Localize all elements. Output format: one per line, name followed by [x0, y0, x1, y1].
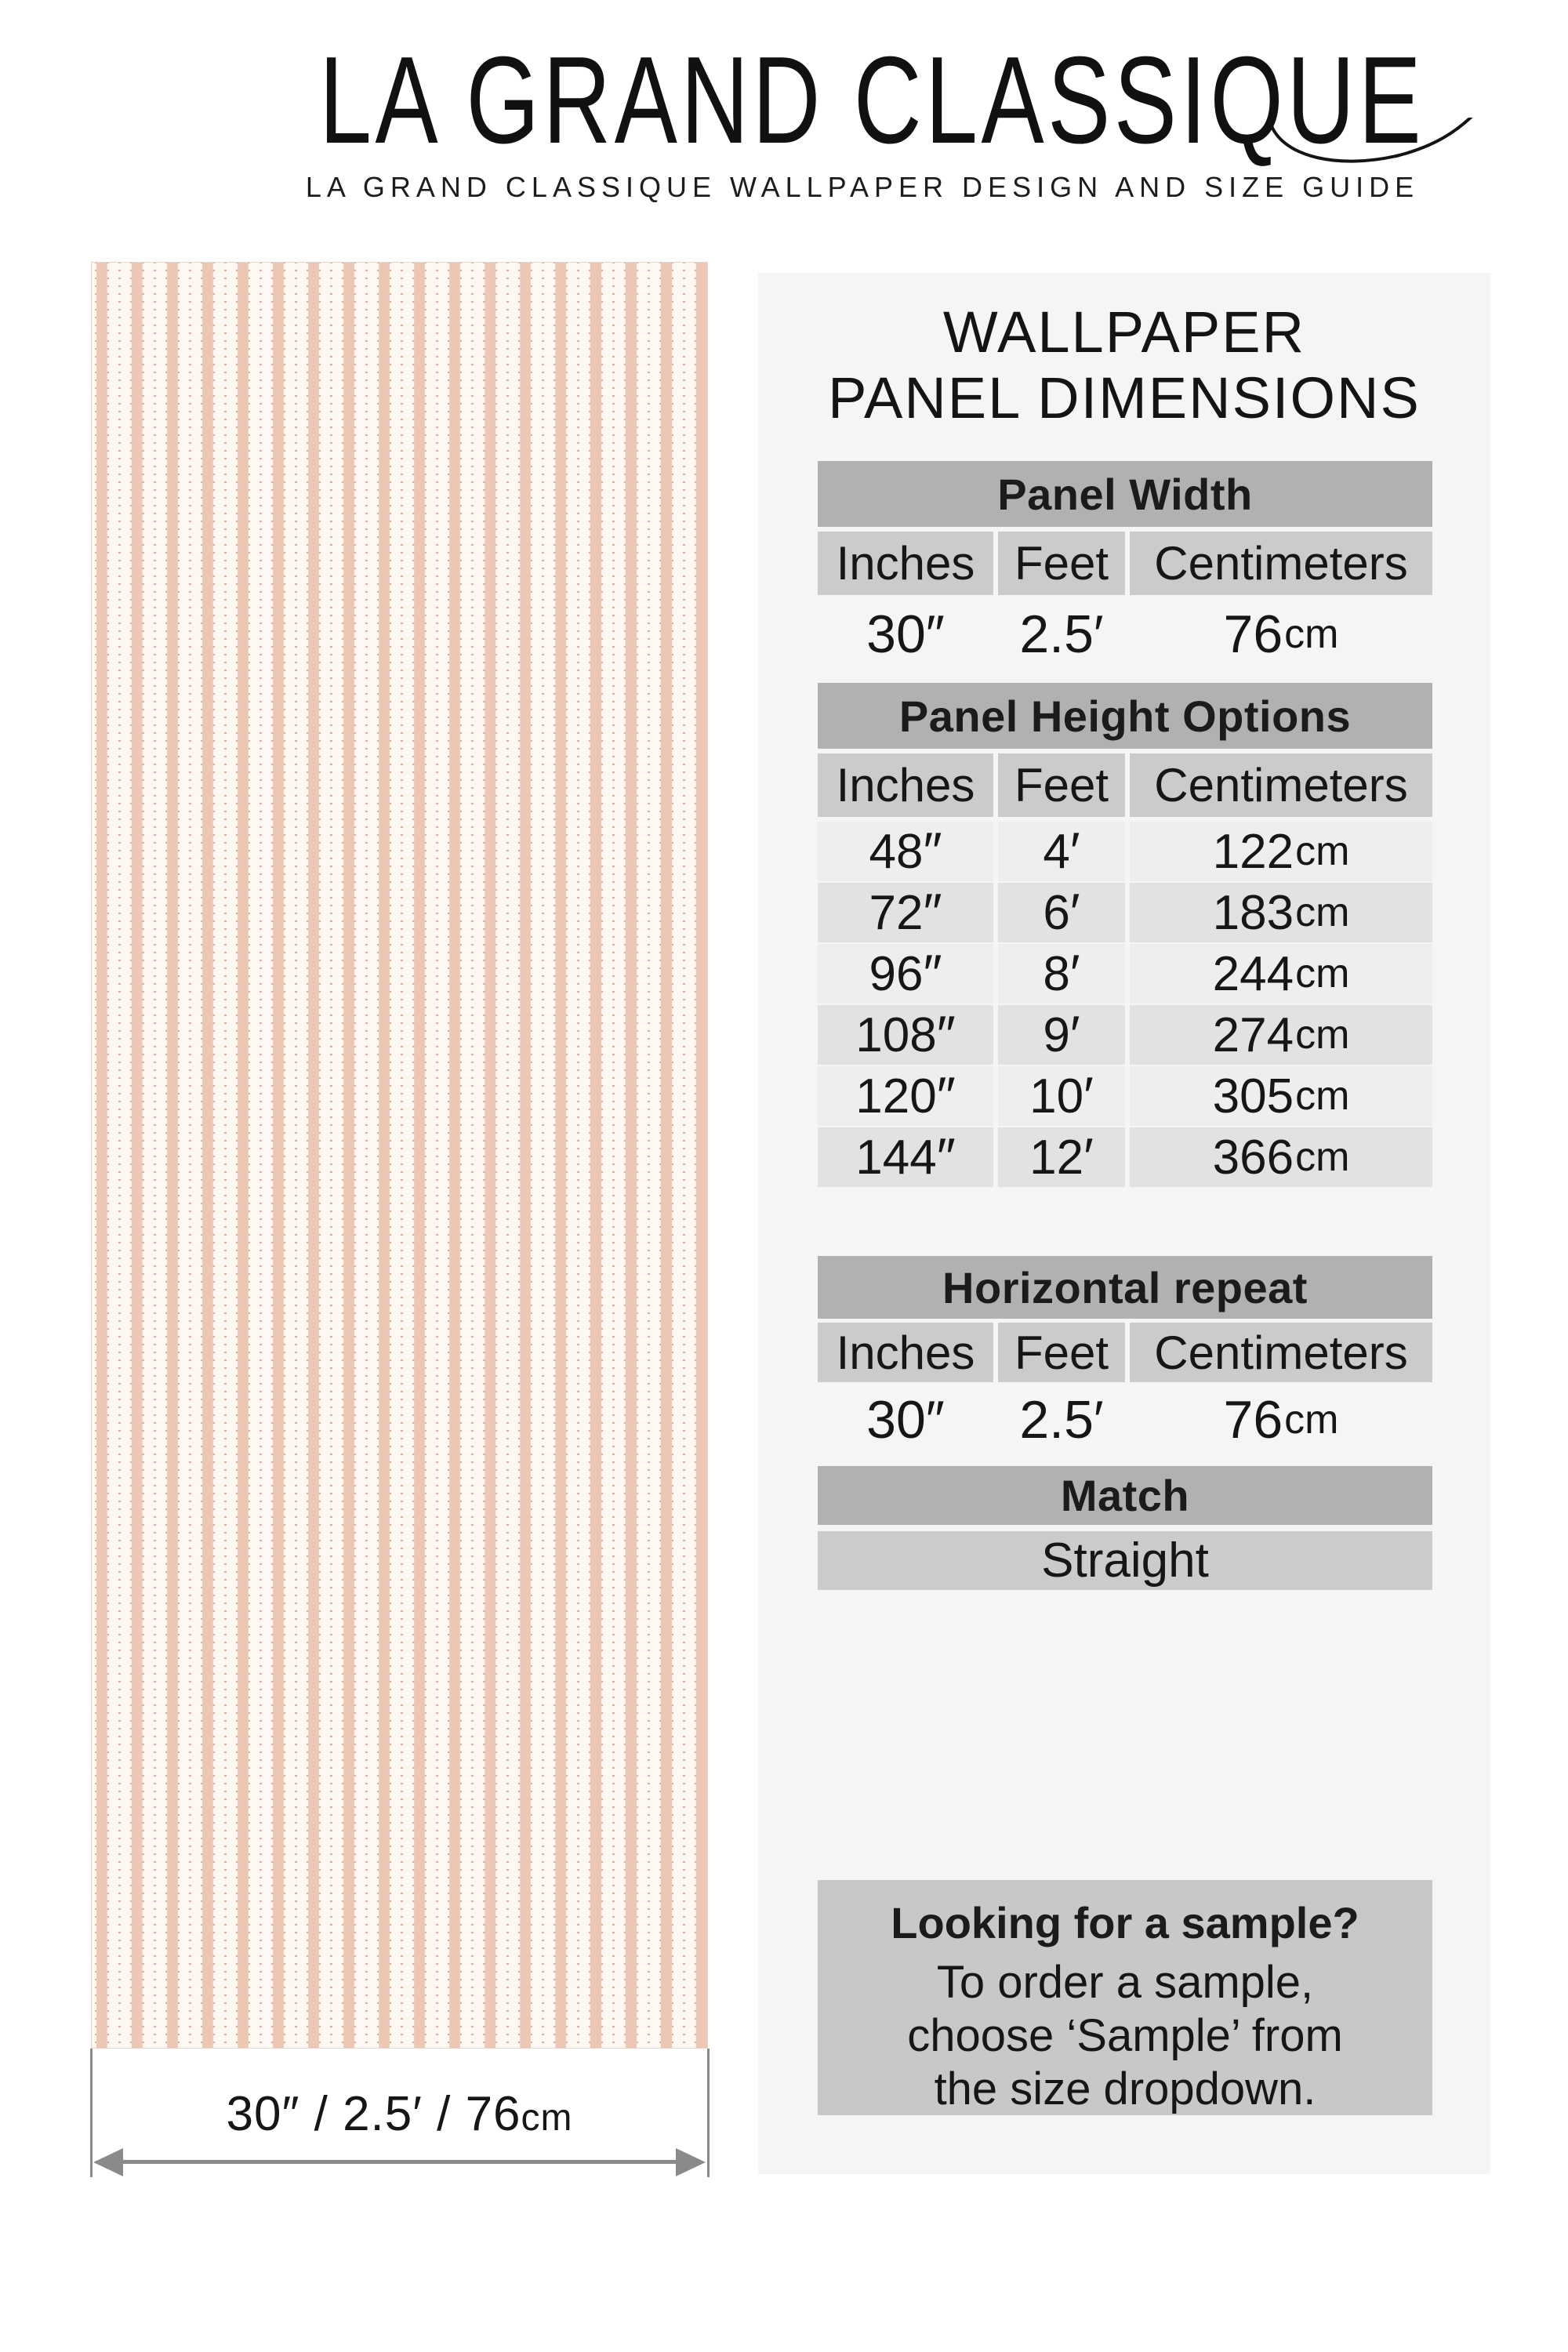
- table-row: [818, 944, 1432, 1004]
- repeat-inches: 30 ″: [866, 1389, 945, 1450]
- height-centimeters: 274 cm: [1130, 1005, 1432, 1065]
- sample-box-line: choose ‘Sample’ from: [907, 2010, 1343, 2061]
- height-centimeters: 366 cm: [1130, 1127, 1432, 1187]
- horizontal-repeat-values: [818, 1382, 1432, 1457]
- height-centimeters: 183 cm: [1130, 883, 1432, 942]
- unit-header-feet: Feet: [998, 1323, 1125, 1382]
- sample-box-line: the size dropdown.: [934, 2063, 1316, 2114]
- height-inches: 108 ″: [818, 1005, 993, 1065]
- panel-width-inches: 30 ″: [866, 604, 945, 664]
- unit-header-centimeters: Centimeters: [1130, 532, 1432, 595]
- dimension-arrow-line: [99, 2160, 700, 2164]
- height-centimeters: 305 cm: [1130, 1066, 1432, 1126]
- horizontal-repeat-header: Horizontal repeat: [818, 1256, 1432, 1319]
- unit-header-feet: Feet: [998, 532, 1125, 595]
- horizontal-repeat-unit-headers: [818, 1323, 1432, 1382]
- height-feet: 4 ′: [998, 822, 1125, 881]
- width-dimension-text: 30″ / 2.5′ / 76: [226, 2087, 521, 2141]
- repeat-feet: 2.5 ′: [1019, 1389, 1104, 1450]
- unit-header-centimeters: Centimeters: [1130, 1323, 1432, 1382]
- match-header: Match: [818, 1466, 1432, 1525]
- height-feet: 12 ′: [998, 1127, 1125, 1187]
- unit-header-inches: Inches: [818, 532, 993, 595]
- unit-header-feet: Feet: [998, 753, 1125, 817]
- sample-box-line: To order a sample,: [936, 1957, 1314, 2008]
- height-centimeters: 122 cm: [1130, 822, 1432, 881]
- height-feet: 9 ′: [998, 1005, 1125, 1065]
- height-inches: 144 ″: [818, 1127, 993, 1187]
- panel-title: [758, 299, 1490, 431]
- height-feet: 8 ′: [998, 944, 1125, 1004]
- panel-height-header: Panel Height Options: [818, 683, 1432, 749]
- wallpaper-pattern-preview: [91, 262, 708, 2049]
- sample-info-box: [818, 1880, 1432, 2115]
- brand-title: LA GRAND CLASSIQUE: [319, 31, 1425, 169]
- table-row: [818, 1127, 1432, 1187]
- width-dimension-annotation: [91, 2049, 708, 2179]
- width-dimension-label: [91, 2086, 708, 2142]
- table-row: [818, 822, 1432, 881]
- arrow-left-icon: [93, 2148, 123, 2176]
- dimensions-panel: [758, 273, 1490, 2174]
- height-inches: 96 ″: [818, 944, 993, 1004]
- panel-height-rows: [818, 822, 1432, 1189]
- height-feet: 10 ′: [998, 1066, 1125, 1126]
- height-inches: 72 ″: [818, 883, 993, 942]
- panel-width-values: [818, 595, 1432, 673]
- unit-header-inches: Inches: [818, 1323, 993, 1382]
- panel-width-feet: 2.5 ′: [1019, 604, 1104, 664]
- panel-width-centimeters: 76 cm: [1223, 604, 1339, 664]
- table-row: [818, 1005, 1432, 1065]
- width-dimension-cm: cm: [521, 2097, 573, 2139]
- match-value: Straight: [818, 1531, 1432, 1590]
- repeat-centimeters: 76 cm: [1223, 1389, 1339, 1450]
- panel-title-line1: WALLPAPER: [942, 299, 1306, 365]
- arrow-right-icon: [676, 2148, 706, 2176]
- header-subtitle: LA GRAND CLASSIQUE WALLPAPER DESIGN AND SIZE GUIDE: [305, 171, 1420, 203]
- sample-box-title: Looking for a sample?: [891, 1898, 1359, 1947]
- panel-height-unit-headers: [818, 753, 1432, 817]
- unit-header-inches: Inches: [818, 753, 993, 817]
- panel-width-header: Panel Width: [818, 461, 1432, 527]
- panel-title-line2: PANEL DIMENSIONS: [828, 365, 1421, 430]
- table-row: [818, 883, 1432, 942]
- height-centimeters: 244 cm: [1130, 944, 1432, 1004]
- height-inches: 48 ″: [818, 822, 993, 881]
- height-feet: 6 ′: [998, 883, 1125, 942]
- height-inches: 120 ″: [818, 1066, 993, 1126]
- table-row: [818, 1066, 1432, 1126]
- unit-header-centimeters: Centimeters: [1130, 753, 1432, 817]
- panel-width-unit-headers: [818, 532, 1432, 595]
